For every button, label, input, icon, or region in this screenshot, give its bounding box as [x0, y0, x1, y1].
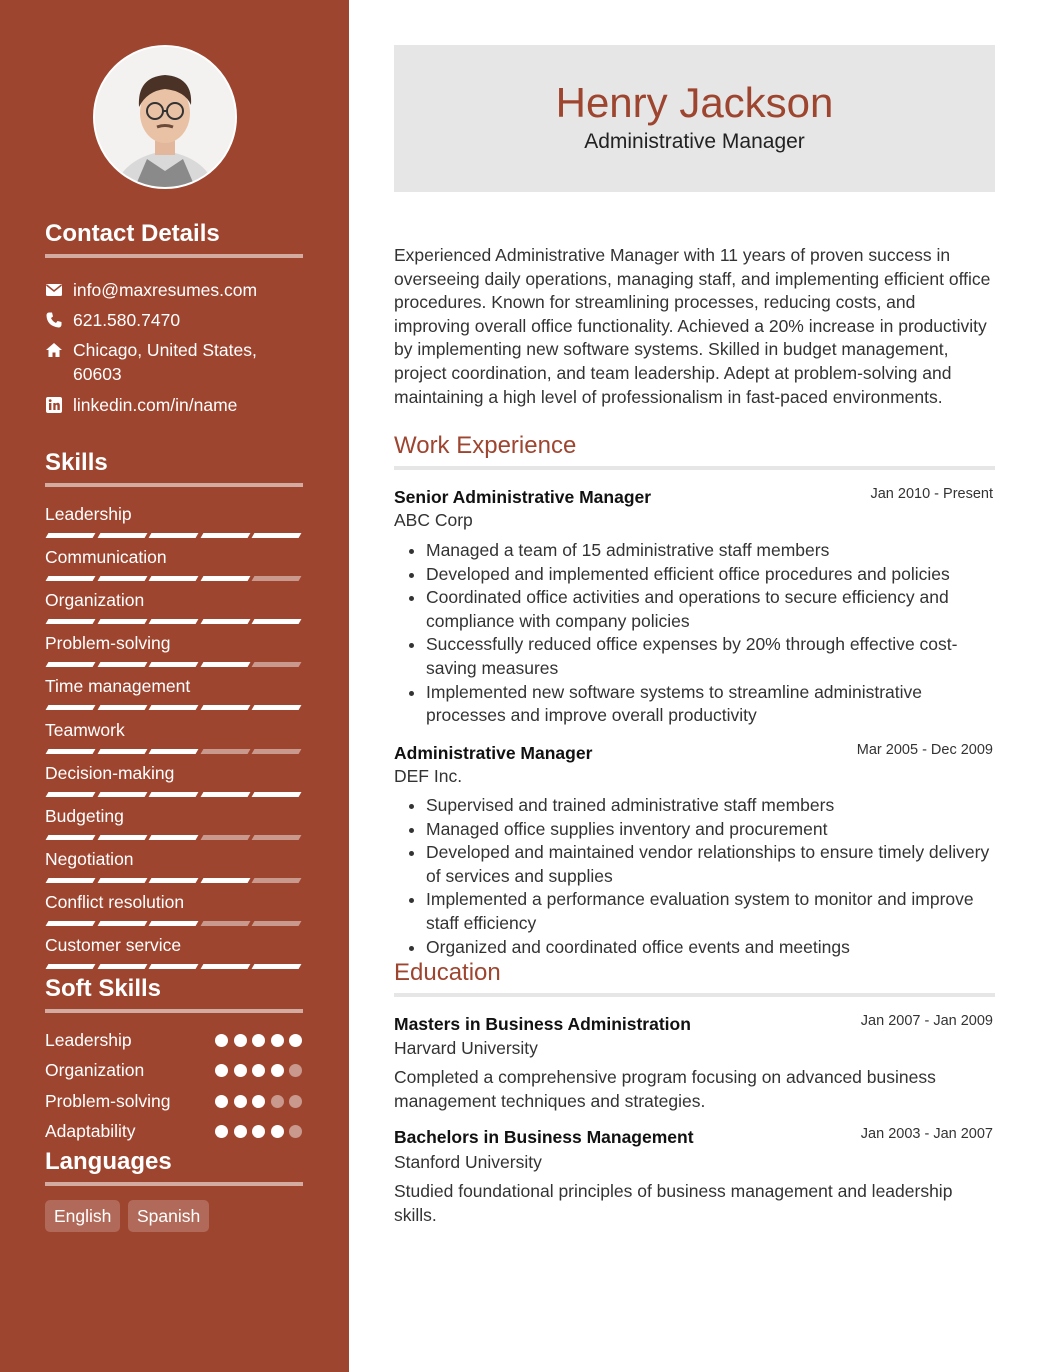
soft-skill-item	[45, 1029, 303, 1053]
skill-rating	[45, 533, 303, 539]
skill-item	[45, 805, 303, 845]
home-icon	[45, 341, 63, 359]
skill-rating-segment	[46, 576, 96, 581]
skill-rating-segment	[252, 705, 302, 710]
phone-text[interactable]: 621.580.7470	[73, 310, 181, 330]
skill-rating	[45, 835, 303, 841]
job-bullets	[394, 539, 995, 728]
education-description: Studied foundational principles of business management and leadership skills.	[394, 1181, 953, 1225]
soft-skill-name: Problem-solving	[45, 1091, 171, 1111]
skill-rating	[45, 878, 303, 884]
rating-dot	[289, 1095, 302, 1108]
rating-dot	[252, 1125, 265, 1138]
skill-rating-segment	[149, 921, 199, 926]
skill-name: Customer service	[45, 935, 182, 955]
contact-email[interactable]	[45, 278, 303, 302]
skill-rating-segment	[97, 964, 147, 969]
education-heading: Education	[394, 959, 995, 997]
skill-rating-segment	[97, 835, 147, 840]
rating-dot	[289, 1125, 302, 1138]
skill-rating-segment	[149, 792, 199, 797]
skill-item	[45, 719, 303, 759]
skill-rating-segment	[46, 921, 96, 926]
skill-rating-segment	[97, 705, 147, 710]
skill-rating-segment	[97, 662, 147, 667]
skill-name: Time management	[45, 676, 191, 696]
skill-rating-segment	[149, 878, 199, 883]
rating-dot	[289, 1064, 302, 1077]
skill-rating-segment	[46, 619, 96, 624]
skill-rating-segment	[97, 921, 147, 926]
soft-skill-name: Organization	[45, 1060, 145, 1080]
skill-rating-segment	[149, 576, 199, 581]
linkedin-text[interactable]: linkedin.com/in/name	[73, 395, 238, 415]
company-name: ABC Corp	[394, 510, 473, 530]
skill-rating-segment	[97, 792, 147, 797]
rating-dot	[271, 1125, 284, 1138]
skill-rating-segment	[149, 835, 199, 840]
skill-rating-segment	[97, 619, 147, 624]
skill-rating-segment	[97, 533, 147, 538]
skill-rating-segment	[200, 878, 250, 883]
skill-rating-segment	[46, 705, 96, 710]
phone-icon	[45, 311, 63, 329]
soft-skills-heading: Soft Skills	[45, 975, 303, 1013]
skill-rating	[45, 964, 303, 970]
rating-dot	[234, 1125, 247, 1138]
sidebar	[0, 0, 349, 1372]
skill-rating-segment	[149, 705, 199, 710]
skill-rating-segment	[252, 662, 302, 667]
skill-rating-segment	[252, 792, 302, 797]
skill-rating	[45, 619, 303, 625]
skill-rating-segment	[97, 749, 147, 754]
job-bullet: • Developed and implemented efficient office procedures and policies	[426, 563, 995, 587]
contact-phone[interactable]	[45, 308, 303, 332]
skill-name: Negotiation	[45, 849, 134, 869]
skill-rating-segment	[46, 749, 96, 754]
language-chip: Spanish	[128, 1200, 209, 1232]
skill-rating-segment	[200, 662, 250, 667]
name-header	[394, 45, 995, 192]
skill-name: Leadership	[45, 504, 132, 524]
job-title: Senior Administrative Manager	[394, 487, 652, 507]
contact-address	[45, 338, 303, 386]
education-dates: Jan 2007 - Jan 2009	[860, 1013, 993, 1029]
rating-dot	[289, 1034, 302, 1047]
skill-name: Communication	[45, 547, 167, 567]
rating-dot	[215, 1034, 228, 1047]
skill-rating	[45, 576, 303, 582]
skill-item	[45, 546, 303, 586]
job-bullet: • Managed a team of 15 administrative staff members	[426, 539, 995, 563]
skill-rating-segment	[149, 619, 199, 624]
rating-dot	[252, 1064, 265, 1077]
skill-name: Budgeting	[45, 806, 124, 826]
skill-rating-segment	[252, 619, 302, 624]
work-heading: Work Experience	[394, 432, 995, 470]
avatar-illustration	[95, 47, 235, 187]
skill-rating-segment	[200, 576, 250, 581]
linkedin-icon	[45, 396, 63, 414]
rating-dot	[215, 1064, 228, 1077]
person-title: Administrative Manager	[584, 130, 805, 153]
rating-dot	[252, 1034, 265, 1047]
address-text: Chicago, United States, 60603	[73, 340, 257, 384]
rating-dot	[234, 1064, 247, 1077]
skill-rating-segment	[200, 533, 250, 538]
skills-heading: Skills	[45, 449, 303, 487]
skill-rating-segment	[252, 749, 302, 754]
languages-heading: Languages	[45, 1148, 303, 1186]
soft-skill-item	[45, 1090, 303, 1114]
skill-name: Teamwork	[45, 720, 125, 740]
skill-rating-segment	[200, 835, 250, 840]
skill-item	[45, 632, 303, 672]
job-bullet: • Implemented new software systems to streamline administrative processes and improve overall productivity	[426, 681, 995, 728]
skill-rating-segment	[200, 705, 250, 710]
contact-linkedin[interactable]	[45, 393, 303, 417]
soft-skill-item	[45, 1059, 303, 1083]
skill-rating-segment	[46, 792, 96, 797]
skill-rating-segment	[149, 662, 199, 667]
language-chip: English	[45, 1200, 120, 1232]
skill-rating-segment	[200, 921, 250, 926]
skill-rating-segment	[252, 835, 302, 840]
job-bullet: • Successfully reduced office expenses by 20% through effective cost-saving measures	[426, 633, 995, 680]
degree-title: Bachelors in Business Management	[394, 1127, 694, 1147]
rating-dot	[234, 1095, 247, 1108]
skill-rating	[45, 749, 303, 755]
rating-dot	[271, 1034, 284, 1047]
skill-rating-segment	[252, 921, 302, 926]
skill-name: Conflict resolution	[45, 892, 185, 912]
skill-rating-segment	[46, 835, 96, 840]
rating-dot	[234, 1034, 247, 1047]
contact-heading: Contact Details	[45, 220, 303, 258]
job-bullet: • Supervised and trained administrative staff members	[426, 794, 995, 818]
skill-item	[45, 589, 303, 629]
profile-photo	[93, 45, 237, 189]
company-name: DEF Inc.	[394, 766, 463, 786]
email-text[interactable]: info@maxresumes.com	[73, 280, 258, 300]
skill-rating-segment	[252, 533, 302, 538]
skill-rating-segment	[149, 964, 199, 969]
skill-name: Problem-solving	[45, 633, 171, 653]
job-dates: Mar 2005 - Dec 2009	[856, 742, 993, 758]
degree-title: Masters in Business Administration	[394, 1014, 691, 1034]
rating-dot	[252, 1095, 265, 1108]
skill-rating	[45, 921, 303, 927]
skill-rating	[45, 662, 303, 668]
school-name: Stanford University	[394, 1152, 542, 1172]
skill-rating-segment	[149, 533, 199, 538]
job-dates: Jan 2010 - Present	[870, 486, 993, 502]
skill-rating-segment	[200, 964, 250, 969]
skill-rating-segment	[46, 878, 96, 883]
skill-rating-segment	[46, 533, 96, 538]
skill-rating-segment	[200, 792, 250, 797]
school-name: Harvard University	[394, 1038, 538, 1058]
education-description: Completed a comprehensive program focusing on advanced business management techniques and strategies.	[394, 1067, 936, 1111]
skill-rating	[45, 705, 303, 711]
skill-name: Decision-making	[45, 763, 175, 783]
soft-skill-name: Leadership	[45, 1030, 132, 1050]
skill-rating-segment	[252, 878, 302, 883]
job-bullet: • Implemented a performance evaluation system to monitor and improve staff efficiency	[426, 888, 995, 935]
skill-rating-segment	[97, 878, 147, 883]
profile-summary: Experienced Administrative Manager with 11 years of proven success in overseeing daily operations, managing staff, and implementing efficient office procedures. Known for streamlining processes, reducing costs, and improving overall office functionality. Achieved a 20% increase in productivity by implementing new software systems. Skilled in budget management, project coordination, and team leadership. Adept at problem-solving and maintaining a high level of professionalism in fast-paced environments.	[394, 245, 991, 407]
rating-dot	[215, 1095, 228, 1108]
job-bullet: • Managed office supplies inventory and procurement	[426, 818, 995, 842]
skill-rating-segment	[46, 662, 96, 667]
skill-item	[45, 848, 303, 888]
rating-dot	[271, 1095, 284, 1108]
skill-item	[45, 891, 303, 931]
job-bullets	[394, 794, 995, 959]
skill-rating-segment	[252, 964, 302, 969]
person-name: Henry Jackson	[555, 79, 834, 126]
soft-skill-item	[45, 1120, 303, 1144]
job-bullet: • Developed and maintained vendor relationships to ensure timely delivery of services and supplies	[426, 841, 995, 888]
rating-dot	[215, 1125, 228, 1138]
skill-item	[45, 762, 303, 802]
rating-dot	[271, 1064, 284, 1077]
skill-item	[45, 503, 303, 543]
skill-name: Organization	[45, 590, 145, 610]
education-dates: Jan 2003 - Jan 2007	[860, 1126, 993, 1142]
skill-rating-segment	[149, 749, 199, 754]
job-bullet: • Organized and coordinated office events and meetings	[426, 936, 995, 960]
skill-rating-segment	[200, 749, 250, 754]
soft-skill-name: Adaptability	[45, 1121, 136, 1141]
skill-rating-segment	[97, 576, 147, 581]
skill-item	[45, 675, 303, 715]
skill-rating-segment	[200, 619, 250, 624]
skill-item	[45, 934, 303, 974]
envelope-icon	[45, 281, 63, 299]
job-bullet: • Coordinated office activities and operations to secure efficiency and compliance with company policies	[426, 586, 995, 633]
skill-rating-segment	[252, 576, 302, 581]
job-title: Administrative Manager	[394, 743, 593, 763]
skill-rating	[45, 792, 303, 798]
skill-rating-segment	[46, 964, 96, 969]
